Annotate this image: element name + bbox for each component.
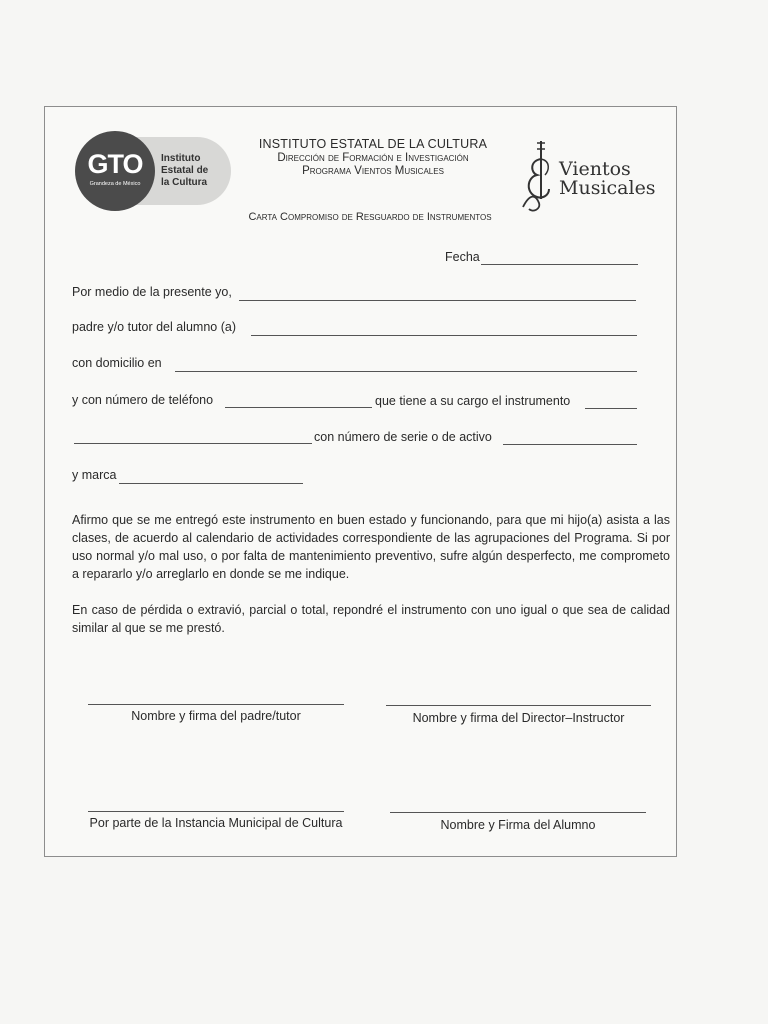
vientos-musicales-line2: Musicales bbox=[559, 177, 656, 199]
parent-signature-line[interactable] bbox=[88, 704, 344, 705]
marca-label: y marca bbox=[72, 468, 117, 482]
student-signature-line[interactable] bbox=[390, 812, 646, 813]
gto-logo-circle bbox=[75, 131, 155, 211]
student-signature-label: Nombre y Firma del Alumno bbox=[440, 818, 596, 832]
director-signature-label: Nombre y firma del Director–Instructor bbox=[412, 711, 625, 725]
tutor-label: padre y/o tutor del alumno (a) bbox=[72, 320, 236, 334]
yo-label: Por medio de la presente yo, bbox=[72, 285, 232, 299]
instrument-name-field[interactable] bbox=[74, 443, 312, 444]
gto-acronym: GTO bbox=[87, 149, 143, 179]
institution-name: INSTITUTO ESTATAL DE LA CULTURA bbox=[258, 137, 488, 151]
fecha-field[interactable] bbox=[481, 264, 638, 265]
institute-logo-line2: Estatal de bbox=[161, 165, 209, 176]
domicilio-label: con domicilio en bbox=[72, 356, 162, 370]
brand-field[interactable] bbox=[119, 483, 303, 484]
institute-logo-line3: la Cultura bbox=[161, 177, 208, 188]
institute-logo-text bbox=[161, 153, 208, 189]
document-header bbox=[225, 137, 521, 177]
phone-field[interactable] bbox=[225, 407, 372, 408]
vientos-musicales-logo bbox=[519, 137, 659, 217]
municipal-signature-line[interactable] bbox=[88, 811, 344, 812]
director-signature-line[interactable] bbox=[386, 705, 651, 706]
telefono-label: y con número de teléfono bbox=[72, 393, 214, 407]
vientos-musicales-logo-text bbox=[559, 160, 656, 198]
gto-tagline: Grandeza de México bbox=[89, 181, 141, 187]
fecha-label: Fecha bbox=[445, 250, 480, 264]
direction-name: Dirección de Formación e Investigación bbox=[277, 152, 469, 164]
student-name-field[interactable] bbox=[251, 335, 637, 336]
violin-icon bbox=[519, 137, 563, 217]
name-field[interactable] bbox=[239, 300, 636, 301]
vientos-musicales-line1: Vientos bbox=[559, 158, 631, 180]
institute-logo-line1: Instituto bbox=[161, 153, 201, 164]
instrumento-label: que tiene a su cargo el instrumento bbox=[375, 394, 571, 408]
gto-logo bbox=[75, 131, 233, 211]
form-title: Carta Compromiso de Resguardo de Instrumentos bbox=[248, 211, 492, 223]
address-field[interactable] bbox=[175, 371, 637, 372]
loss-paragraph: En caso de pérdida o extravió, parcial o total, repondré el instrumento con uno igual o que sea de calidad similar al que se me prestó. bbox=[72, 603, 670, 635]
form-page bbox=[44, 106, 677, 857]
municipal-signature-label: Por parte de la Instancia Municipal de Cultura bbox=[89, 816, 343, 830]
parent-signature-label: Nombre y firma del padre/tutor bbox=[131, 709, 301, 723]
program-name: Programa Vientos Musicales bbox=[302, 165, 444, 177]
serial-number-field[interactable] bbox=[503, 444, 637, 445]
instrument-field[interactable] bbox=[585, 408, 637, 409]
serie-label: con número de serie o de activo bbox=[314, 430, 492, 444]
commitment-paragraph: Afirmo que se me entregó este instrumento en buen estado y funcionando, para que mi hijo(a) asista a las clases, de acuerdo al calendario de actividades correspondiente de las agrupaciones del Programa. Si por uso normal y/o mal uso, o por falta de mantenimiento preventivo, sufre algún desperfecto, me comprometo a repararlo y/o arreglarlo en donde se me indique. bbox=[72, 513, 670, 581]
